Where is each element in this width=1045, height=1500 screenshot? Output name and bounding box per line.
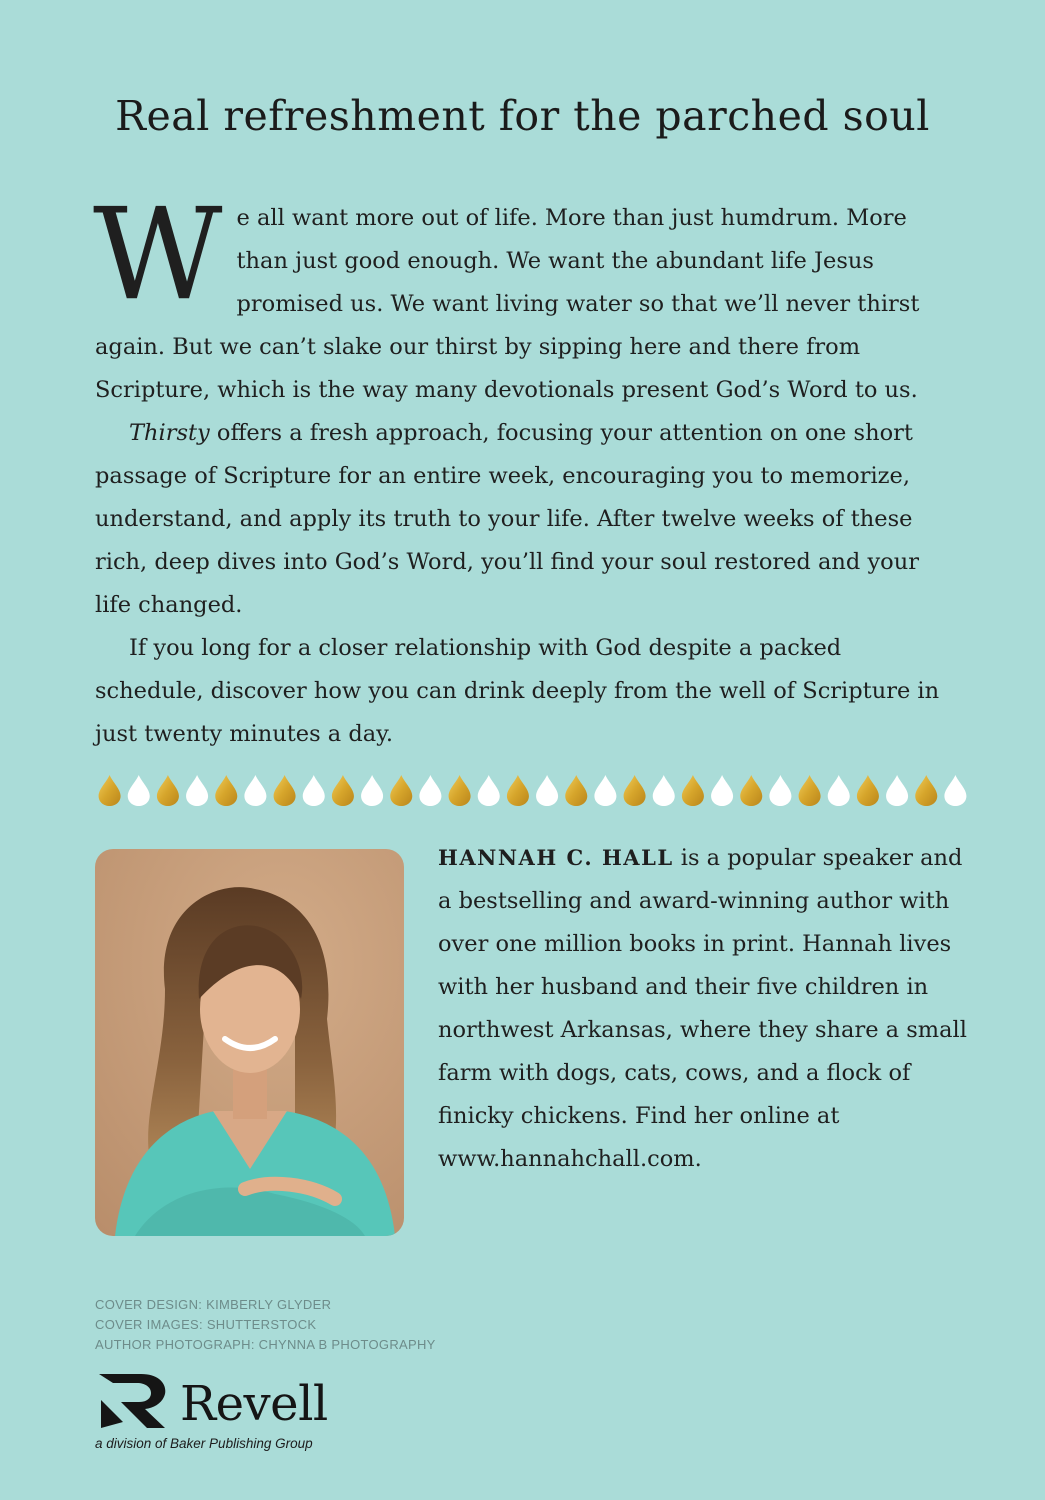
gold-drop-icon: [215, 775, 237, 806]
white-drop-icon: [186, 775, 208, 806]
gold-drop-icon: [740, 775, 762, 806]
publisher-name: Revell: [180, 1376, 328, 1432]
white-drop-icon: [244, 775, 266, 806]
white-drop-icon: [944, 775, 966, 806]
white-drop-icon: [769, 775, 791, 806]
gold-drop-icon: [449, 775, 471, 806]
gold-drop-icon: [274, 775, 296, 806]
gold-drop-icon: [99, 775, 121, 806]
paragraph-invitation: [95, 627, 955, 756]
credit-cover-images: COVER IMAGES: SHUTTERSTOCK: [95, 1317, 317, 1332]
intro-paragraph: [93, 181, 955, 412]
white-drop-icon: [419, 775, 441, 806]
gold-drop-icon: [682, 775, 704, 806]
author-photo: [95, 849, 404, 1236]
gold-drop-icon: [624, 775, 646, 806]
author-portrait-icon: [95, 849, 404, 1236]
white-drop-icon: [886, 775, 908, 806]
white-drop-icon: [303, 775, 325, 806]
gold-drop-icon: [507, 775, 529, 806]
credit-author-photograph: AUTHOR PHOTOGRAPH: CHYNNA B PHOTOGRAPHY: [95, 1337, 436, 1352]
paragraph-approach: [95, 412, 955, 627]
white-drop-icon: [711, 775, 733, 806]
publisher-logo: [95, 1370, 425, 1460]
white-drop-icon: [128, 775, 150, 806]
invitation-text: If you long for a closer relationship with God despite a packed schedule, discover how you can drink deeply from the well of Scripture in just twenty minutes a day.: [95, 635, 940, 747]
drop-cap: W: [93, 181, 223, 328]
intro-text: e all want more out of life. More than just humdrum. More than just good enough. We want the abundant life Jesus promised us. We want living water so that we’ll never thirst again. But we can’t slake our thirst by sipping here and there from Scripture, which is the way many devotionals present God’s Word to us.: [95, 205, 920, 403]
author-bio-text: is a popular speaker and a bestselling and award-winning author with over one million books in print. Hannah lives with her husband and their five children in northwest Arkansas, where they share a small farm with dogs, cats, cows, and a flock of finicky chickens. Find her online at www.hannahchall.com.: [438, 845, 967, 1172]
author-bio: [438, 836, 968, 1181]
gold-drop-icon: [332, 775, 354, 806]
white-drop-icon: [536, 775, 558, 806]
author-name: HANNAH C. HALL: [438, 845, 674, 870]
white-drop-icon: [594, 775, 616, 806]
revell-logo-icon: [95, 1370, 173, 1432]
credit-cover-design: COVER DESIGN: KIMBERLY GLYDER: [95, 1297, 332, 1312]
white-drop-icon: [361, 775, 383, 806]
white-drop-icon: [828, 775, 850, 806]
headline: Real refreshment for the parched soul: [115, 92, 930, 140]
gold-drop-icon: [565, 775, 587, 806]
water-drop-divider: [95, 773, 970, 807]
gold-drop-icon: [915, 775, 937, 806]
book-title: Thirsty: [129, 420, 210, 446]
publisher-tagline: a division of Baker Publishing Group: [95, 1436, 313, 1451]
cover-credits: [95, 1295, 436, 1355]
gold-drop-icon: [390, 775, 412, 806]
gold-drop-icon: [799, 775, 821, 806]
white-drop-icon: [478, 775, 500, 806]
gold-drop-icon: [157, 775, 179, 806]
white-drop-icon: [653, 775, 675, 806]
gold-drop-icon: [857, 775, 879, 806]
approach-text: offers a fresh approach, focusing your attention on one short passage of Scripture for an entire week, encouraging you to memorize, understand, and apply its truth to your life. After twelve weeks of these rich, deep dives into God’s Word, you’ll find your soul restored and your life changed.: [95, 420, 919, 618]
